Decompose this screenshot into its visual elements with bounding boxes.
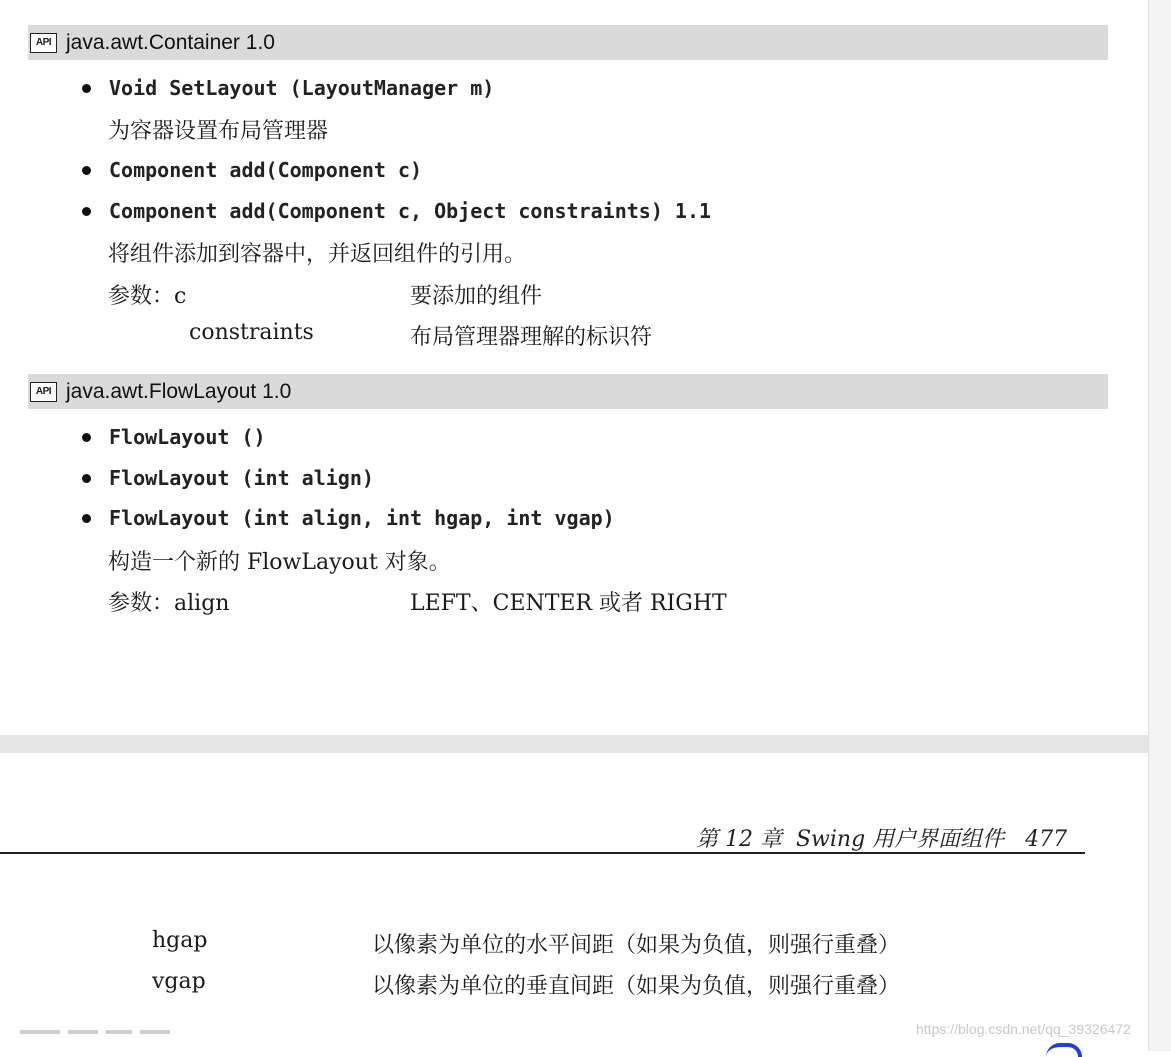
cut-off-text — [20, 1030, 200, 1040]
bullet-icon — [82, 207, 91, 216]
param-description: 以像素为单位的垂直间距（如果为负值，则强行重叠） — [372, 974, 901, 999]
api-header-container — [28, 25, 1108, 60]
method-description: 为容器设置布局管理器 — [108, 119, 329, 144]
param-description: 要添加的组件 — [410, 284, 543, 309]
param-description: LEFT、CENTER 或者 RIGHT — [410, 591, 727, 616]
method-signature: Component add(Component c) — [109, 158, 423, 182]
watermark: https://blog.csdn.net/qq_39326472 — [916, 1021, 1131, 1037]
bullet-icon — [82, 433, 91, 442]
page-break-band — [0, 735, 1148, 753]
param-description: 布局管理器理解的标识符 — [410, 325, 653, 350]
method-entry — [82, 155, 422, 185]
method-entry — [82, 422, 266, 452]
bullet-icon — [82, 514, 91, 523]
method-signature: FlowLayout () — [109, 425, 266, 449]
param-description: 以像素为单位的水平间距（如果为负值，则强行重叠） — [372, 933, 901, 958]
header-rule — [0, 852, 1085, 854]
method-entry — [82, 73, 494, 103]
method-signature: Component add(Component c, Object constraints) 1.1 — [109, 199, 712, 223]
api-badge-icon: API — [30, 33, 57, 53]
api-title: java.awt.Container 1.0 — [66, 30, 275, 54]
bullet-icon — [82, 166, 91, 175]
method-signature: Void SetLayout (LayoutManager m) — [109, 76, 495, 100]
method-entry — [82, 196, 711, 226]
running-head: 第 12 章 Swing 用户界面组件 477 — [696, 827, 1068, 852]
method-entry — [82, 503, 615, 533]
method-signature: FlowLayout (int align) — [109, 466, 374, 490]
param-name: constraints — [189, 320, 314, 345]
bullet-icon — [82, 84, 91, 93]
param-label: 参数：align — [108, 591, 230, 616]
pen-mark — [1046, 1043, 1082, 1057]
param-label: 参数：c — [108, 284, 187, 309]
method-description: 将组件添加到容器中，并返回组件的引用。 — [108, 242, 527, 267]
api-header-flowlayout — [28, 374, 1108, 409]
api-badge-icon: API — [30, 382, 57, 402]
method-description: 构造一个新的 FlowLayout 对象。 — [108, 550, 451, 575]
bullet-icon — [82, 474, 91, 483]
param-name: hgap — [152, 928, 208, 953]
scrollbar-track[interactable] — [1148, 0, 1171, 1051]
param-name: vgap — [152, 969, 206, 994]
api-title: java.awt.FlowLayout 1.0 — [66, 379, 292, 403]
method-signature: FlowLayout (int align, int hgap, int vgap) — [109, 506, 615, 530]
method-entry — [82, 463, 374, 493]
